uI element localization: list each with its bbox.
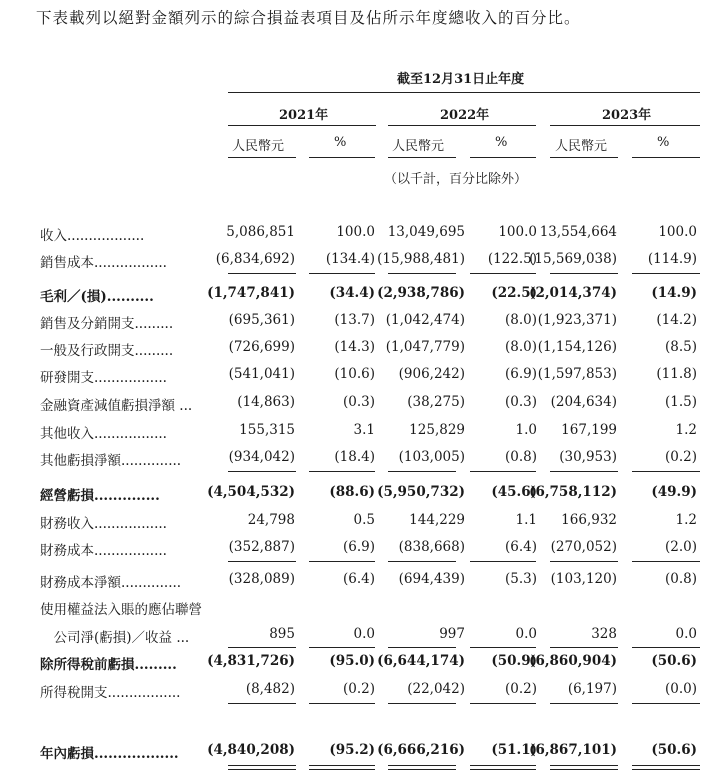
subtotal-rule-3 — [388, 273, 456, 274]
value-2022-rmb: (694,439) — [398, 571, 465, 587]
currency-header-2021: 人民幣元 — [232, 139, 285, 154]
value-2022-rmb: (15,988,481) — [377, 251, 465, 267]
value-2023-pct: 1.2 — [675, 512, 697, 528]
row-label: 公司淨(虧損)／收益 ... — [40, 630, 190, 646]
value-2021-pct: (95.2) — [329, 742, 375, 758]
subtotal-rule-1 — [228, 561, 296, 562]
value-2023-rmb: (30,953) — [559, 449, 617, 465]
value-2023-pct: (49.9) — [651, 484, 697, 500]
value-2023-pct: (50.6) — [651, 653, 697, 669]
value-2021-rmb: (328,089) — [228, 571, 295, 587]
total-double-rule-4 — [470, 765, 536, 770]
value-2021-pct: (0.2) — [342, 681, 375, 697]
table-row-income-tax — [0, 679, 727, 701]
value-2021-rmb: (695,361) — [228, 312, 295, 328]
subtotal-rule-2 — [309, 471, 375, 472]
value-2021-rmb: 895 — [269, 626, 295, 642]
value-2021-rmb: (1,747,841) — [207, 285, 295, 301]
subtotal-rule-5 — [550, 471, 618, 472]
value-2023-rmb: 328 — [591, 626, 617, 642]
year-rule-2021 — [228, 125, 376, 126]
value-2021-pct: (134.4) — [325, 251, 375, 267]
subtotal-rule-4 — [470, 647, 536, 648]
table-row-other-losses — [0, 447, 727, 469]
value-2021-pct: 100.0 — [336, 224, 375, 240]
subtotal-rule-1 — [228, 647, 296, 648]
value-2021-pct: (6.4) — [342, 571, 375, 587]
table-row-gross-loss — [0, 283, 727, 305]
period-header: 截至12月31日止年度 — [397, 72, 525, 87]
subtotal-rule-6 — [632, 273, 700, 274]
value-2023-pct: (14.9) — [651, 285, 697, 301]
value-2022-rmb: (906,242) — [398, 366, 465, 382]
value-2022-rmb: (2,938,786) — [377, 285, 465, 301]
table-row-loss-before-tax — [0, 651, 727, 673]
subtotal-rule-6 — [632, 561, 700, 562]
total-double-rule-3 — [388, 765, 456, 770]
value-2023-rmb: (6,867,101) — [529, 742, 617, 758]
subtotal-rule-3 — [388, 471, 456, 472]
value-2022-pct: (45.6) — [491, 484, 537, 500]
value-2022-pct: 1.1 — [515, 512, 537, 528]
year-header-2023: 2023年 — [602, 108, 652, 123]
total-double-rule-5 — [550, 765, 618, 770]
currency-header-2023: 人民幣元 — [555, 139, 608, 154]
value-2021-rmb: (4,504,532) — [207, 484, 295, 500]
subtotal-rule-4 — [470, 561, 536, 562]
value-2023-pct: (11.8) — [656, 366, 697, 382]
value-2022-rmb: (103,005) — [398, 449, 465, 465]
table-row-admin-expenses — [0, 337, 727, 359]
value-2022-pct: 100.0 — [498, 224, 537, 240]
value-2022-rmb: 997 — [439, 626, 465, 642]
value-2023-pct: (2.0) — [664, 539, 697, 555]
value-2022-pct: (8.0) — [504, 339, 537, 355]
value-2023-rmb: (6,860,904) — [529, 653, 617, 669]
value-2021-pct: 0.5 — [353, 512, 375, 528]
value-2023-pct: 100.0 — [658, 224, 697, 240]
row-label: 金融資產減值虧損淨額 ... — [40, 398, 193, 414]
row-label: 年內虧損.................. — [40, 746, 179, 762]
value-2021-pct: (88.6) — [329, 484, 375, 500]
subtotal-rule-1 — [228, 471, 296, 472]
value-2021-pct: (0.3) — [342, 394, 375, 410]
value-2023-rmb: 167,199 — [561, 422, 617, 438]
subtotal-rule-3 — [388, 647, 456, 648]
percent-header-2022: % — [495, 135, 508, 150]
row-label: 毛利／(損).......... — [40, 289, 154, 305]
table-row-loss-for-year — [0, 740, 727, 762]
value-2021-pct: (18.4) — [334, 449, 375, 465]
value-2021-rmb: (4,840,208) — [207, 742, 295, 758]
subtotal-rule-6 — [632, 647, 700, 648]
unit-note: （以千計，百分比除外） — [384, 172, 528, 187]
year-rule-2022 — [388, 125, 536, 126]
subhdr-rule-1 — [228, 157, 296, 158]
subtotal-rule-4 — [470, 273, 536, 274]
value-2022-pct: 1.0 — [515, 422, 537, 438]
value-2023-rmb: (6,197) — [567, 681, 617, 697]
value-2023-pct: (0.2) — [664, 449, 697, 465]
value-2023-pct: (1.5) — [664, 394, 697, 410]
value-2021-rmb: (352,887) — [228, 539, 295, 555]
value-2022-pct: (50.9) — [491, 653, 537, 669]
percent-header-2023: % — [657, 135, 670, 150]
subtotal-rule-4 — [470, 703, 536, 704]
subtotal-rule-5 — [550, 703, 618, 704]
subtotal-rule-2 — [309, 703, 375, 704]
subtotal-rule-5 — [550, 647, 618, 648]
value-2022-pct: (51.1) — [491, 742, 537, 758]
row-label: 銷售及分銷開支......... — [40, 316, 174, 332]
value-2023-pct: (114.9) — [647, 251, 697, 267]
value-2022-pct: (0.8) — [504, 449, 537, 465]
value-2023-rmb: (6,758,112) — [529, 484, 617, 500]
subhdr-rule-5 — [550, 157, 618, 158]
value-2022-rmb: (5,950,732) — [377, 484, 465, 500]
value-2022-rmb: (838,668) — [398, 539, 465, 555]
value-2022-pct: (0.3) — [504, 394, 537, 410]
value-2022-rmb: (6,666,216) — [377, 742, 465, 758]
value-2021-pct: (13.7) — [334, 312, 375, 328]
value-2022-rmb: (1,047,779) — [385, 339, 465, 355]
value-2021-rmb: 155,315 — [239, 422, 295, 438]
table-row-other-income — [0, 420, 727, 442]
value-2023-rmb: (1,597,853) — [537, 366, 617, 382]
subhdr-rule-2 — [309, 157, 375, 158]
value-2022-rmb: 13,049,695 — [387, 224, 465, 240]
table-row-finance-costs — [0, 537, 727, 559]
row-label: 其他虧損淨額.............. — [40, 453, 182, 469]
currency-header-2022: 人民幣元 — [392, 139, 445, 154]
row-label: 使用權益法入賬的應佔聯營 — [40, 602, 202, 618]
value-2021-pct: (10.6) — [334, 366, 375, 382]
value-2023-rmb: (1,923,371) — [537, 312, 617, 328]
value-2023-rmb: (1,154,126) — [537, 339, 617, 355]
value-2023-rmb: 166,932 — [561, 512, 617, 528]
value-2023-rmb: (270,052) — [550, 539, 617, 555]
value-2021-rmb: 24,798 — [247, 512, 295, 528]
value-2021-rmb: (8,482) — [245, 681, 295, 697]
table-row-associates-share — [0, 624, 727, 646]
total-double-rule-1 — [228, 765, 296, 770]
value-2021-rmb: (14,863) — [237, 394, 295, 410]
value-2022-pct: (22.5) — [491, 285, 537, 301]
value-2021-pct: 3.1 — [353, 422, 375, 438]
subtotal-rule-5 — [550, 561, 618, 562]
value-2023-rmb: 13,554,664 — [539, 224, 617, 240]
value-2023-pct: (0.8) — [664, 571, 697, 587]
value-2021-rmb: (4,831,726) — [207, 653, 295, 669]
value-2021-pct: (34.4) — [329, 285, 375, 301]
value-2023-pct: 1.2 — [675, 422, 697, 438]
subtotal-rule-2 — [309, 273, 375, 274]
table-row-net-finance-costs — [0, 569, 727, 591]
value-2021-pct: (95.0) — [329, 653, 375, 669]
value-2021-rmb: (541,041) — [228, 366, 295, 382]
value-2023-rmb: (204,634) — [550, 394, 617, 410]
value-2022-pct: (122.5) — [487, 251, 537, 267]
value-2022-pct: (5.3) — [504, 571, 537, 587]
subtotal-rule-2 — [309, 647, 375, 648]
value-2023-rmb: (103,120) — [550, 571, 617, 587]
subtotal-rule-3 — [388, 703, 456, 704]
value-2022-pct: (8.0) — [504, 312, 537, 328]
year-header-2021: 2021年 — [279, 108, 329, 123]
subtotal-rule-1 — [228, 703, 296, 704]
value-2022-rmb: 125,829 — [409, 422, 465, 438]
intro-text: 下表載列以絕對金額列示的綜合損益表項目及佔所示年度總收入的百分比。 — [36, 9, 581, 27]
subtotal-rule-6 — [632, 703, 700, 704]
value-2022-pct: (6.9) — [504, 366, 537, 382]
total-double-rule-6 — [632, 765, 700, 770]
subtotal-rule-2 — [309, 561, 375, 562]
subtotal-rule-4 — [470, 471, 536, 472]
row-label: 除所得稅前虧損......... — [40, 657, 177, 673]
value-2021-rmb: (726,699) — [228, 339, 295, 355]
table-row-selling-expenses — [0, 310, 727, 332]
table-row-operating-loss — [0, 482, 727, 504]
table-row-impairment-losses — [0, 392, 727, 414]
period-header-rule — [228, 92, 700, 93]
row-label: 經營虧損.............. — [40, 488, 160, 504]
row-label: 其他收入................. — [40, 426, 167, 442]
table-row-cost-of-sales — [0, 249, 727, 271]
subhdr-rule-6 — [632, 157, 700, 158]
value-2022-rmb: (1,042,474) — [385, 312, 465, 328]
value-2021-pct: 0.0 — [353, 626, 375, 642]
value-2022-rmb: (22,042) — [407, 681, 465, 697]
row-label: 收入.................. — [40, 228, 145, 244]
value-2023-pct: (0.0) — [664, 681, 697, 697]
value-2023-pct: (14.2) — [656, 312, 697, 328]
subtotal-rule-6 — [632, 471, 700, 472]
value-2021-pct: (6.9) — [342, 539, 375, 555]
row-label: 財務成本................. — [40, 543, 167, 559]
subtotal-rule-3 — [388, 561, 456, 562]
value-2021-rmb: (934,042) — [228, 449, 295, 465]
row-label: 研發開支................. — [40, 370, 167, 386]
subtotal-rule-5 — [550, 273, 618, 274]
value-2022-rmb: (38,275) — [407, 394, 465, 410]
percent-header-2021: % — [334, 135, 347, 150]
total-double-rule-2 — [309, 765, 375, 770]
value-2022-rmb: (6,644,174) — [377, 653, 465, 669]
row-label: 所得稅開支................. — [40, 685, 181, 701]
value-2021-rmb: (6,834,692) — [215, 251, 295, 267]
row-label: 一般及行政開支......... — [40, 343, 174, 359]
table-row-associates-label — [0, 596, 727, 618]
value-2023-pct: (8.5) — [664, 339, 697, 355]
value-2021-pct: (14.3) — [334, 339, 375, 355]
value-2023-pct: (50.6) — [651, 742, 697, 758]
row-label: 財務收入................. — [40, 516, 167, 532]
row-label: 財務成本淨額.............. — [40, 575, 182, 591]
value-2021-rmb: 5,086,851 — [226, 224, 295, 240]
value-2022-rmb: 144,229 — [409, 512, 465, 528]
subhdr-rule-3 — [388, 157, 456, 158]
row-label: 銷售成本................. — [40, 255, 167, 271]
table-row-rd-expenses — [0, 364, 727, 386]
subtotal-rule-1 — [228, 273, 296, 274]
subhdr-rule-4 — [470, 157, 536, 158]
value-2022-pct: (0.2) — [504, 681, 537, 697]
value-2022-pct: 0.0 — [515, 626, 537, 642]
value-2023-rmb: (2,014,374) — [529, 285, 617, 301]
year-rule-2023 — [550, 125, 700, 126]
table-row-finance-income — [0, 510, 727, 532]
value-2023-pct: 0.0 — [675, 626, 697, 642]
table-row-revenue — [0, 222, 727, 244]
year-header-2022: 2022年 — [440, 108, 490, 123]
value-2022-pct: (6.4) — [504, 539, 537, 555]
value-2023-rmb: (15,569,038) — [529, 251, 617, 267]
